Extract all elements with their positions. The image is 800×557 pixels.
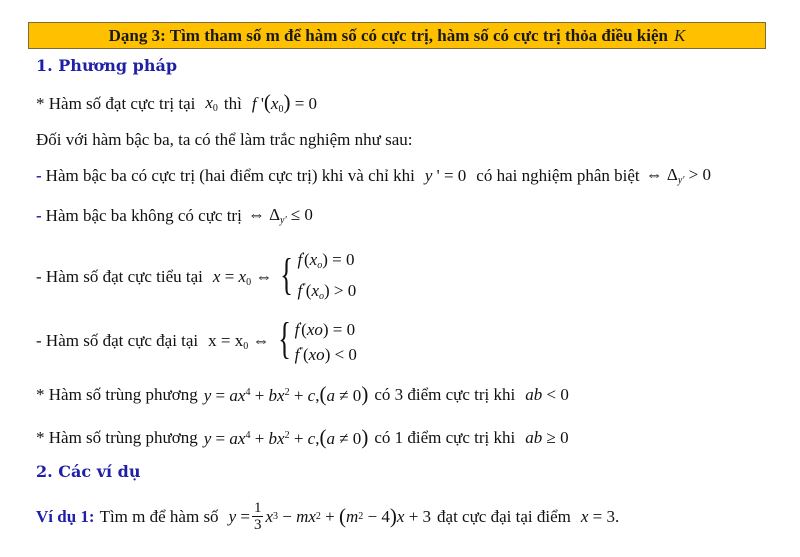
banner-title-variable: K	[674, 25, 686, 45]
line-text: có 3 điểm cực trị khi	[374, 385, 516, 404]
method-line-local-maximum	[36, 316, 357, 366]
math-derivative-zero: f '$(x_0) = 0$	[251, 90, 318, 115]
bullet-dash: -	[36, 165, 42, 185]
math-yprime-zero: y ' = 0	[424, 165, 467, 185]
line-text: đạt cực đại tại điểm	[437, 506, 571, 526]
math-x0: $x_0$	[205, 93, 218, 114]
line-text: Hàm bậc ba không có cực trị	[45, 205, 242, 225]
system-row: $f'(x_o) = 0$	[297, 250, 355, 271]
system-row: f'(xo) = 0	[294, 320, 356, 339]
line-text: * Hàm số đạt cực trị tại	[36, 93, 196, 113]
math-quartic: $y = ax^4 + bx^2 + c,(a \ne 0)$	[203, 425, 369, 449]
line-text: Hàm bậc ba có cực trị (hai điểm cực trị) khi và chỉ khi	[45, 165, 415, 185]
math-quartic: $y = ax^4 + bx^2 + c,(a \ne 0)$	[203, 382, 369, 406]
left-brace: {	[280, 250, 294, 299]
method-line-local-minimum	[36, 246, 356, 308]
example-label: Ví dụ 1:	[36, 506, 95, 526]
math-delta-positive: ⇔ $\Delta_{y'} > 0$	[645, 165, 711, 186]
line-text: - Hàm số đạt cực đại tại	[36, 331, 199, 350]
line-text: có hai nghiệm phân biệt	[476, 165, 640, 185]
condition-system-maximum	[274, 316, 357, 366]
math-cubic-function: y = $\frac{1}{3}$ x 3 − mx 2 + ( m 2 − 4 ) x + 3	[228, 500, 432, 533]
method-line-quartic-one-extremum	[36, 427, 569, 449]
topic-banner	[28, 22, 766, 49]
system-row: $f''(x_o) > 0$	[297, 281, 357, 302]
line-text: Tìm m để hàm số	[99, 506, 219, 526]
method-line-extremum-condition	[36, 92, 317, 115]
math-x-eq-x0: $x = x_0$ ⇔	[208, 330, 270, 352]
method-line-cubic-intro	[36, 130, 413, 150]
fraction-one-third: $\frac{1}{3}$	[253, 500, 262, 533]
math-x-eq-x0: $x = x_0$ ⇔	[212, 266, 273, 288]
math-ab-negative: ab < 0	[525, 385, 569, 404]
left-brace: {	[277, 314, 291, 363]
line-text: Đối với hàm bậc ba, ta có thể làm trắc nghiệm như sau:	[36, 130, 413, 149]
method-line-quartic-three-extrema	[36, 384, 569, 406]
section-heading-method: 1. Phương pháp	[36, 56, 178, 75]
line-text: * Hàm số trùng phương	[36, 385, 198, 404]
bullet-dash: -	[36, 205, 42, 225]
method-line-cubic-has-extrema	[36, 165, 711, 186]
line-text: có 1 điểm cực trị khi	[374, 428, 516, 447]
line-text: * Hàm số trùng phương	[36, 428, 198, 447]
example-1	[36, 500, 619, 533]
condition-system-minimum	[276, 246, 356, 308]
line-text: - Hàm số đạt cực tiểu tại	[36, 267, 203, 286]
math-ab-nonnegative: ab ≥ 0	[525, 428, 569, 447]
method-line-cubic-no-extrema	[36, 205, 313, 226]
system-row: f''(xo) < 0	[294, 345, 357, 364]
math-x-eq-3: x = 3.	[580, 506, 620, 526]
section-heading-examples: 2. Các ví dụ	[36, 462, 141, 481]
line-text: thì	[223, 93, 242, 113]
math-delta-nonpositive: ⇔ $\Delta_{y'} \le 0$	[247, 205, 313, 226]
banner-title: Dạng 3: Tìm tham số m để hàm số có cực trị, hàm số có cực trị thỏa điều kiện	[108, 25, 668, 45]
